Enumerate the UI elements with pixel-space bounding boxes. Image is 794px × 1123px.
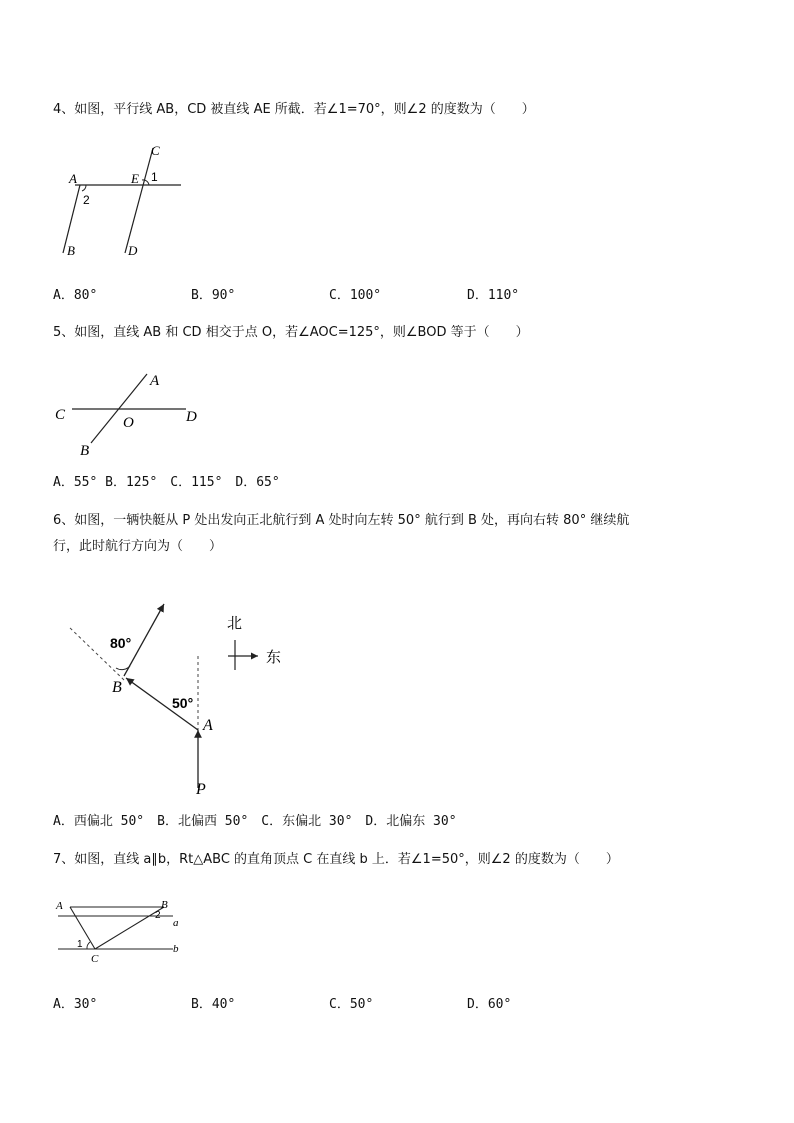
q4-option-b: B．90° xyxy=(191,288,236,303)
q6-options: A．西偏北 50° B．北偏西 50° C．东偏北 30° D．北偏东 30° xyxy=(53,814,457,829)
fig5-label-d: D xyxy=(186,409,197,425)
fig7-label-b: B xyxy=(161,899,168,911)
question-7-stem: 7、如图，直线 a∥b，Rt△ABC 的直角顶点 C 在直线 b 上．若∠1=50°，则∠2 的度数为（ ） xyxy=(53,852,619,867)
fig6-angle-80: 80° xyxy=(110,635,132,651)
fig6-angle-50: 50° xyxy=(172,695,194,711)
fig4-label-a: A xyxy=(69,171,77,186)
fig6-label-b: B xyxy=(112,679,122,696)
fig5-label-c: C xyxy=(55,407,66,423)
fig7-label-b-line: b xyxy=(173,943,179,955)
question-6-stem-line2: 行，此时航行方向为（ ） xyxy=(53,539,223,554)
q4-option-c: C．100° xyxy=(329,288,382,303)
q7-option-a: A．30° xyxy=(53,997,98,1012)
question-4-stem: 4、如图，平行线 AB，CD 被直线 AE 所截．若∠1=70°，则∠2 的度数为（ ） xyxy=(53,102,535,117)
fig6-east-label: 东 xyxy=(266,649,282,666)
fig4-label-c: C xyxy=(151,143,160,158)
q7-option-b: B．40° xyxy=(191,997,236,1012)
question-5-figure xyxy=(50,368,210,463)
fig4-label-e: E xyxy=(131,171,139,186)
fig7-label-a-line: a xyxy=(173,917,179,929)
question-5-stem: 5、如图，直线 AB 和 CD 相交于点 O，若∠AOC=125°，则∠BOD 等于（ ） xyxy=(53,325,529,340)
fig7-label-a: A xyxy=(56,900,63,912)
fig6-label-a: A xyxy=(203,717,213,734)
question-6-figure xyxy=(60,592,300,807)
fig4-label-2: 2 xyxy=(83,193,90,207)
q4-option-a: A．80° xyxy=(53,288,98,303)
fig7-label-1: 1 xyxy=(77,939,83,950)
fig5-label-o: O xyxy=(123,415,134,431)
q5-options: A．55° B．125° C．115° D．65° xyxy=(53,475,280,490)
fig7-label-c: C xyxy=(91,953,99,965)
question-7-figure xyxy=(50,896,190,968)
fig5-label-b: B xyxy=(80,443,90,459)
q7-option-c: C．50° xyxy=(329,997,374,1012)
fig4-label-b: B xyxy=(67,243,75,258)
q4-option-d: D．110° xyxy=(467,288,520,303)
fig6-north-label: 北 xyxy=(227,615,243,632)
question-6-stem-line1: 6、如图，一辆快艇从 P 处出发向正北航行到 A 处时向左转 50° 航行到 B 处，再向右转 80° 继续航 xyxy=(53,513,630,528)
q7-option-d: D．60° xyxy=(467,997,512,1012)
fig5-label-a: A xyxy=(150,373,160,389)
fig4-label-d: D xyxy=(128,243,138,258)
fig6-label-p: P xyxy=(196,781,206,798)
question-4-figure xyxy=(55,140,195,265)
fig7-label-2: 2 xyxy=(155,910,161,921)
fig4-label-1: 1 xyxy=(151,170,158,184)
